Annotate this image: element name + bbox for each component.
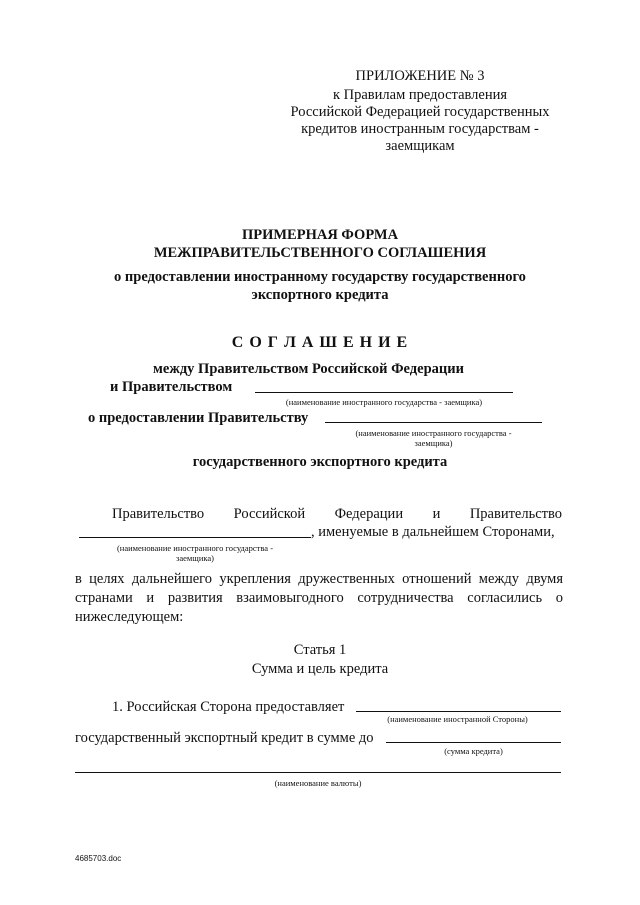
article-paragraph: 1. Российская Сторона предоставляет xyxy=(112,699,345,715)
credit-sum-field[interactable] xyxy=(386,742,561,743)
borrower-name-field-3[interactable] xyxy=(79,537,311,538)
preamble-word: и xyxy=(432,506,441,522)
agreement-provision: о предоставлении Правительству xyxy=(88,410,309,426)
agreement-between: между Правительством Российской Федерации xyxy=(153,361,464,377)
article-title: Статья 1 xyxy=(293,642,347,658)
preamble-text: в целях дальнейшего укрепления дружественных отношений между двумя xyxy=(75,571,563,587)
form-title: МЕЖПРАВИТЕЛЬСТВЕННОГО СОГЛАШЕНИЯ xyxy=(153,245,487,261)
preamble-text: нижеследующем: xyxy=(75,609,184,625)
field-hint: (сумма кредита) xyxy=(444,746,503,756)
preamble-word: Российской xyxy=(233,506,306,522)
field-hint: (наименование иностранной Стороны) xyxy=(387,714,528,724)
form-subtitle: экспортного кредита xyxy=(251,287,389,303)
field-hint: (наименование иностранного государства - заемщика) xyxy=(285,397,483,407)
field-hint: заемщика) xyxy=(176,553,214,563)
borrower-name-field[interactable] xyxy=(255,392,513,393)
agreement-credit: государственного экспортного кредита xyxy=(192,454,448,470)
field-hint: (наименование иностранного государства - xyxy=(355,428,512,438)
currency-field[interactable] xyxy=(75,772,561,773)
appendix-line: заемщикам xyxy=(385,138,455,154)
form-title: ПРИМЕРНАЯ ФОРМА xyxy=(241,227,399,243)
field-hint: заемщика) xyxy=(414,438,453,448)
preamble-word: Правительство xyxy=(112,506,205,522)
article-subtitle: Сумма и цель кредита xyxy=(251,661,389,677)
preamble-named: , именуемые в дальнейшем Сторонами, xyxy=(311,524,555,540)
footer-filename: 4685703.doc xyxy=(75,854,122,863)
article-paragraph: государственный экспортный кредит в сумме до xyxy=(75,730,374,746)
agreement-heading: С О Г Л А Ш Е Н И Е xyxy=(231,334,409,351)
foreign-side-field[interactable] xyxy=(356,711,561,712)
preamble-line-1 xyxy=(112,505,562,524)
form-subtitle: о предоставлении иностранному государству государственного xyxy=(114,269,526,285)
preamble-text: странами и развития взаимовыгодного сотрудничества согласились о xyxy=(75,590,563,606)
appendix-line: Российской Федерацией государственных xyxy=(290,104,550,120)
field-hint: (наименование иностранного государства - xyxy=(116,543,274,553)
borrower-name-field-2[interactable] xyxy=(325,422,542,423)
appendix-line: к Правилам предоставления xyxy=(332,87,508,103)
preamble-word: Федерации xyxy=(334,506,404,522)
agreement-and-government: и Правительством xyxy=(110,379,233,395)
preamble-word: Правительство xyxy=(469,506,562,522)
appendix-number: ПРИЛОЖЕНИЕ № 3 xyxy=(355,68,485,84)
appendix-line: кредитов иностранным государствам - xyxy=(301,121,539,137)
field-hint: (наименование валюты) xyxy=(274,778,362,788)
